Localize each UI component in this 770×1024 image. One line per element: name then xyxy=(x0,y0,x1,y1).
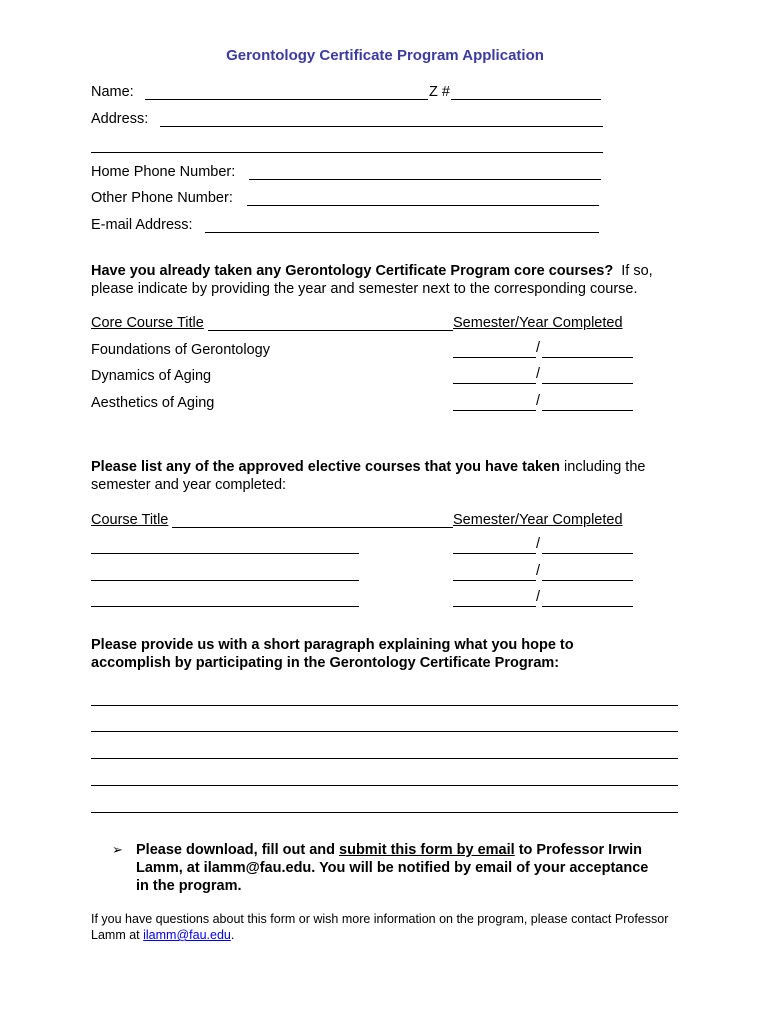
core-separator-2: / xyxy=(536,366,541,382)
home-phone-field[interactable] xyxy=(249,179,601,180)
core-course-2: Dynamics of Aging xyxy=(91,368,212,384)
name-field[interactable] xyxy=(145,99,428,100)
z-number-field[interactable] xyxy=(451,99,601,100)
address-label: Address: xyxy=(91,111,149,127)
elective-semester-1-field[interactable] xyxy=(453,553,536,554)
elective-year-2-field[interactable] xyxy=(542,580,633,581)
submit-by-email-text: submit this form by email xyxy=(339,842,515,858)
elective-semester-3-field[interactable] xyxy=(453,606,536,607)
arrow-bullet-icon: ➢ xyxy=(112,842,123,857)
core-header-rule xyxy=(208,330,453,331)
core-semester-header: Semester/Year Completed xyxy=(453,315,623,331)
elective-separator-2: / xyxy=(536,563,541,579)
elective-course-header: Course Title xyxy=(91,512,169,528)
address-field-line-1[interactable] xyxy=(160,126,603,127)
core-separator-1: / xyxy=(536,340,541,356)
elective-course-3-field[interactable] xyxy=(91,606,359,607)
elective-course-1-field[interactable] xyxy=(91,553,359,554)
elective-course-2-field[interactable] xyxy=(91,580,359,581)
core-course-3: Aesthetics of Aging xyxy=(91,395,215,411)
elective-semester-header: Semester/Year Completed xyxy=(453,512,623,528)
name-label: Name: xyxy=(91,84,134,100)
email-field[interactable] xyxy=(205,232,599,233)
core-course-header: Core Course Title xyxy=(91,315,204,331)
core-year-3-field[interactable] xyxy=(542,410,633,411)
core-year-1-field[interactable] xyxy=(542,357,633,358)
home-phone-label: Home Phone Number: xyxy=(91,164,236,180)
contact-note: If you have questions about this form or wish more information on the program, please contact Professor Lamm at ilamm@fau.edu. xyxy=(91,912,669,942)
paragraph-line-2[interactable] xyxy=(91,731,678,732)
paragraph-line-4[interactable] xyxy=(91,785,678,786)
core-course-1: Foundations of Gerontology xyxy=(91,342,270,358)
email-label: E-mail Address: xyxy=(91,217,193,233)
core-year-2-field[interactable] xyxy=(542,383,633,384)
core-separator-3: / xyxy=(536,393,541,409)
email-link[interactable]: ilamm@fau.edu xyxy=(143,928,231,942)
elective-separator-3: / xyxy=(536,589,541,605)
paragraph-prompt: Please provide us with a short paragraph explaining what you hope to accomplish by participating in the Gerontology Certificate Program: xyxy=(91,637,574,671)
paragraph-line-1[interactable] xyxy=(91,705,678,706)
core-semester-3-field[interactable] xyxy=(453,410,536,411)
form-title: Gerontology Certificate Program Application xyxy=(226,47,544,64)
core-question: Have you already taken any Gerontology Certificate Program core courses? If so, please indicate by providing the year and semester next to the corresponding course. xyxy=(91,263,653,297)
core-semester-2-field[interactable] xyxy=(453,383,536,384)
z-number-label: Z # xyxy=(429,84,450,100)
other-phone-label: Other Phone Number: xyxy=(91,190,233,206)
core-semester-1-field[interactable] xyxy=(453,357,536,358)
elective-separator-1: / xyxy=(536,536,541,552)
paragraph-line-5[interactable] xyxy=(91,812,678,813)
elective-year-3-field[interactable] xyxy=(542,606,633,607)
elective-semester-2-field[interactable] xyxy=(453,580,536,581)
address-field-line-2[interactable] xyxy=(91,152,603,153)
elective-year-1-field[interactable] xyxy=(542,553,633,554)
paragraph-line-3[interactable] xyxy=(91,758,678,759)
submission-instructions: Please download, fill out and submit this form by email to Professor Irwin Lamm, at ilamm@fau.edu. You will be notified by email of your acceptance in the program. xyxy=(136,842,649,894)
elective-header-rule xyxy=(172,527,453,528)
elective-question: Please list any of the approved elective courses that you have taken including the semester and year completed: xyxy=(91,459,646,493)
other-phone-field[interactable] xyxy=(247,205,599,206)
